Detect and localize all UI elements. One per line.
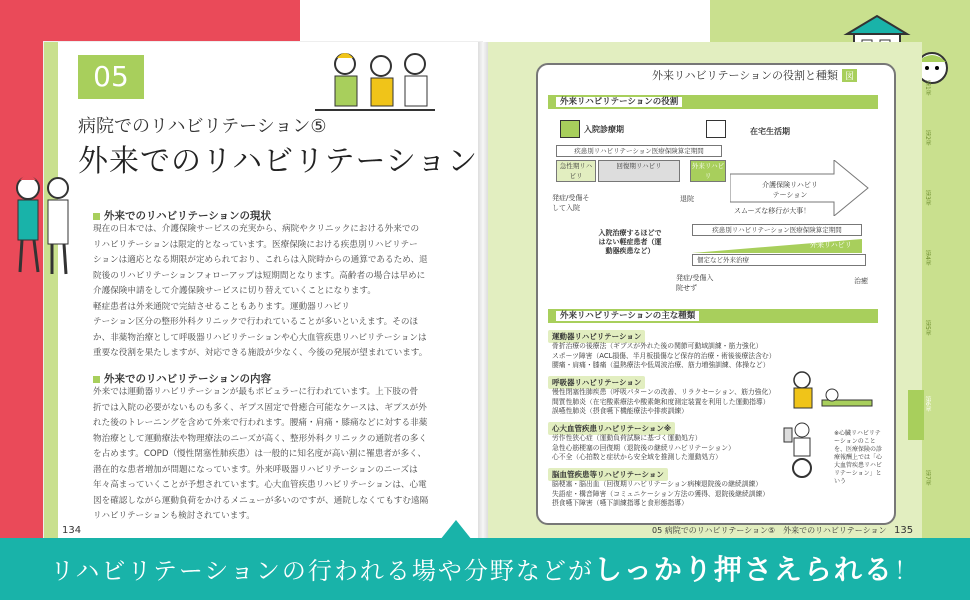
text-line: 重要な役割を果たしますが、対応できる施設が少なく、今後の発展が望まれています。 [93,348,428,358]
rehab-staff-illustration [315,48,435,122]
list-item: 腰痛・肩痛・膝痛（温熱療法や低周波治療、筋力増強訓練、体操など） [552,361,770,369]
chapter-tab[interactable]: 第4章 [924,250,931,266]
banner-emphasis: しっかり押さえられる [593,553,894,586]
recovery-box: 回復期リハビリ [598,160,680,182]
text-line: 軽症患者は外来通院で完結させることもあります。運動器リハビリ [93,301,350,312]
figure-label: 図 [842,69,857,82]
page-footer: 05 病院でのリハビリテーション⑤ 外来でのリハビリテーション [652,526,887,535]
text-line: 外来では運動器リハビリテーションが最もポピュラーに行われています。上下肢の骨 [93,387,419,397]
home-small-icon [706,120,726,138]
text-line: 年々高まっていくことが予想されています。心大血管疾患リハビリテーションは、心電 [93,480,427,490]
section-bar-role [548,95,878,109]
text-line: 物治療として運動療法や物理療法のニーズが高く、整形外科クリニックの通院者の多く [93,433,428,444]
category-respiratory: 呼吸器リハビリテーション [548,376,645,389]
text-line: 院後のリハビリテーションフォローアップは短期間となります。高齢者の場合は早めに [93,270,426,281]
banner-text [0,548,970,588]
bar-label: 外来リハビリテーションの主な種類 [556,311,699,321]
figure-title-text: 外来リハビリテーションの役割と種類 [652,69,839,82]
book-spine [478,42,488,548]
cardiac-note: ※心臓リハビリテーションのことを、医療保険の診療報酬上では「心大血管疾患リハビリテーション」という [834,430,883,485]
text-line: リハビリテーションも検討されています。 [93,511,255,521]
section-bar-types [548,309,878,323]
care-label: 介護保険リハビリテーション [762,181,818,199]
text-line: か、非薬物治療として呼吸器リハビリテーションや心大血管疾患リハビリテーションは [93,332,427,343]
chapter-tab[interactable]: 第6章 [924,396,931,412]
page-number-left: 134 [62,525,82,536]
text-line: 図を確認しながら運動負荷をかけるメニューが多いのですが、通院しなくてもすむ遠隔 [93,495,429,506]
chapter-tab[interactable]: 第1章 [924,80,931,96]
list-item: 間質性肺炎（在宅酸素療法や酸素飽和度測定装置を利用した運動指導） [552,397,770,406]
inpatient-label: 入院診療期 [584,125,624,134]
category-respiratory-list [552,388,775,417]
onset2-label: 発症/受傷入院せず [676,274,714,292]
category-cardiac-list [552,434,735,463]
insurance-period-box: 疾患別リハビリテーション医療保険算定期間 [556,145,722,157]
chapter-tab[interactable]: 第3章 [924,190,931,206]
category-musculoskeletal: 運動器リハビリテーション [548,330,645,343]
list-item: 失語症・構音障害（コミュニケーション方法の獲得、退院後継続訓練） [552,489,770,498]
text-line: れた後のトレーニングを含めて外来で行われます。腰痛・肩痛・膝痛などに対する非薬 [93,418,428,428]
section1-body [93,222,438,362]
chapter-tab[interactable]: 第5章 [924,320,931,336]
category-musculoskeletal-list [552,342,776,371]
text-line: テーション区分の整形外科クリニックで行われていることが多いといえます。そのほ [93,317,419,327]
bar-label: 外来リハビリテーションの役割 [556,97,682,107]
text-line: 現在の日本では、介護保険サービスの充実から、病院やクリニックにおける外来での [93,224,420,234]
figure-title [652,67,857,83]
banner-notch [440,520,472,540]
acute-box: 急性期リハビリ [556,160,596,182]
clinic-box: 個定など外来治療 [692,254,866,266]
smooth-label: スムーズな移行が大事！ [734,207,811,215]
banner-text-part: リハビリテーションの行われる場や分野などが [50,557,594,585]
text-line: 折では入院の必要がないものも多く、ギプス固定で骨癒合可能なケースは、ギプスが外 [93,402,427,413]
cure-label: 治癒 [854,277,868,285]
list-item: 誤嚥性肺炎（摂食嚥下機能療法や排痰訓練） [552,407,688,415]
onset-label: 発症/受傷そして入院 [552,194,590,212]
page-title: 外来でのリハビリテーション [78,144,479,179]
chapter-tab[interactable]: 第2章 [924,130,931,146]
category-cardiac: 心大血管疾患リハビリテーション※ [548,422,675,435]
chapter-number: 05 [78,55,144,99]
mild-patient-label: 入院治療するほどではない軽症患者（運動器疾患など） [598,229,662,255]
text-line: 潜在的な患者増加が問題になっています。外来呼吸器リハビリテーションのニーズは [93,464,418,475]
outpatient-label-2: 外来リハビリ [810,241,852,249]
section1-heading: 外来でのリハビリテーションの現状 [93,208,271,223]
list-item: 慢性閉塞性肺疾患（呼吸パターンの改善、リラクセーション、筋力強化） [552,388,776,396]
section2-body [93,385,438,525]
banner-text-part: ！ [893,557,920,585]
patient-exercise-illustration [782,370,882,484]
text-line: ションは適応となる期限が定められており、これらは入院時からの通算であるため、退 [93,255,428,265]
text-line: を占めます。COPD（慢性閉塞性肺疾患）は一般的に知名度が高い割に罹患者が多く、 [93,449,427,459]
list-item: 労作性狭心症（運動負荷試験に基づく運動処方） [552,434,702,442]
list-item: 心不全（心拍数と症状から安全域を推測した運動処方） [552,453,722,461]
list-item: 摂食嚥下障害（嚥下訓練指導と食形態指導） [552,499,688,507]
chapter-tab[interactable]: 第7章 [924,470,931,486]
list-item: 脳梗塞・脳出血（回復期リハビリテーション病棟退院後の継続訓練） [552,480,763,488]
left-edge-strip [44,42,58,548]
home-label: 在宅生活期 [750,127,790,136]
insurance-period-box-2: 疾患別リハビリテーション医療保険算定期間 [692,224,862,236]
list-item: スポーツ障害（ACL損傷、半月板損傷など保存的治療・術後後療法含む） [552,351,776,360]
outpatient-box: 外来リハビリ [691,162,725,180]
page-subtitle: 病院でのリハビリテーション⑤ [78,116,327,137]
category-cerebrovascular-list [552,480,769,509]
list-item: 骨折治療の後療法（ギプスが外れた後の関節可動域訓練・筋力強化） [552,342,763,350]
section2-heading: 外来でのリハビリテーションの内容 [93,371,271,386]
discharge-label: 退院 [680,195,694,203]
hospital-icon [560,120,580,138]
category-cerebrovascular: 脳血管疾患等リハビリテーション [548,468,668,481]
page-number-right: 135 [894,525,914,536]
elderly-walking-icon [8,168,78,282]
text-line: 介護保険申請をして介護保険サービスに切り替えていくことになります。 [93,286,376,296]
text-line: リハビリテーションは限定的となっています。医療保険における疾患別リハビリテー [93,239,418,250]
list-item: 急性心筋梗塞の回復期（退院後の継続リハビリテーション） [552,443,735,452]
